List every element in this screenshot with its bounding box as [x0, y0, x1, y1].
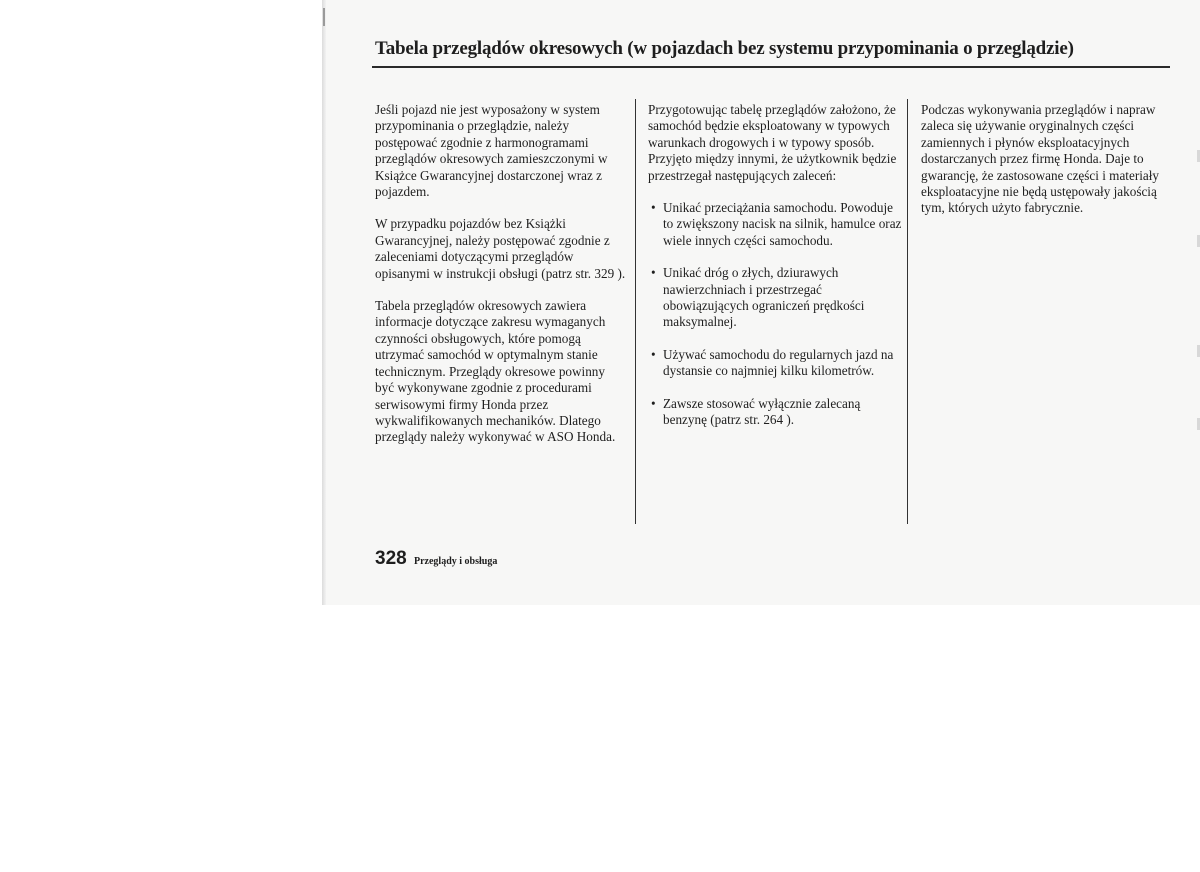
column-divider-2 [907, 99, 908, 524]
section-label: Przeglądy i obsługa [414, 556, 498, 567]
bullet-icon: • [651, 200, 656, 216]
list-item [648, 200, 904, 249]
list-item-text: Unikać dróg o złych, dziurawych nawierzchniach i przestrzegać obowiązujących ograniczeń prędkości maksymalnej. [663, 265, 865, 330]
bullet-icon: • [651, 346, 656, 362]
paragraph: Jeśli pojazd nie jest wyposażony w system przypominania o przeglądzie, należy postępować zgodnie z harmonogramami przeglądów okresowych zamieszczonymi w Książce Gwarancyjnej dostarczonej wraz z pojazdem. [375, 102, 608, 200]
paragraph: Przygotowując tabelę przeglądów założono, że samochód będzie eksploatowany w typowych warunkach drogowych i w typowy sposób. Przyjęto między innymi, że użytkownik będzie przestrzegał następujących zaleceń: [648, 102, 897, 183]
list-item-text: Unikać przeciążania samochodu. Powoduje to zwiększony nacisk na silnik, hamulce oraz wiele innych części samochodu. [663, 200, 902, 248]
page-number: 328 [375, 548, 407, 569]
text-column-2 [648, 102, 904, 445]
list-item-text: Używać samochodu do regularnych jazd na dystansie co najmniej kilku kilometrów. [663, 346, 894, 379]
text-column-1 [375, 102, 627, 462]
spine-mark [323, 8, 325, 26]
bullet-icon: • [651, 395, 656, 411]
text-column-3 [921, 102, 1169, 233]
recommendations-list [648, 200, 904, 428]
page-spine-shadow [322, 0, 326, 605]
list-item-text: Zawsze stosować wyłącznie zalecaną benzynę (patrz str. 264 ). [663, 395, 861, 428]
list-item [648, 347, 904, 380]
bullet-icon: • [651, 265, 656, 281]
paragraph: W przypadku pojazdów bez Książki Gwarancyjnej, należy postępować zgodnie z zaleceniami dotyczącymi przeglądów opisanymi w instrukcji obsługi (patrz str. 329 ). [375, 216, 626, 281]
list-item [648, 265, 904, 331]
column-divider-1 [635, 99, 636, 524]
title-underline [372, 66, 1170, 68]
paragraph: Podczas wykonywania przeglądów i napraw zaleca się używanie oryginalnych części zamiennych i płynów eksploatacyjnych dostarczanych przez firmę Honda. Daje to gwarancję, że zastosowane części i materiały eksploatacyjne nie będą ustępowały jakością tym, których użyto fabrycznie. [921, 102, 1159, 216]
page-title: Tabela przeglądów okresowych (w pojazdach bez systemu przypominania o przeglądzie) [375, 38, 1074, 59]
list-item [648, 396, 904, 429]
paragraph: Tabela przeglądów okresowych zawiera informacje dotyczące zakresu wymaganych czynności obsługowych, które pomogą utrzymać samochód w optymalnym stanie technicznym. Przeglądy okresowe powinny być wykonywane zgodnie z procedurami serwisowymi firmy Honda przez wykwalifikowanych mechaników. Dlatego przeglądy należy wykonywać w ASO Honda. [375, 298, 616, 445]
